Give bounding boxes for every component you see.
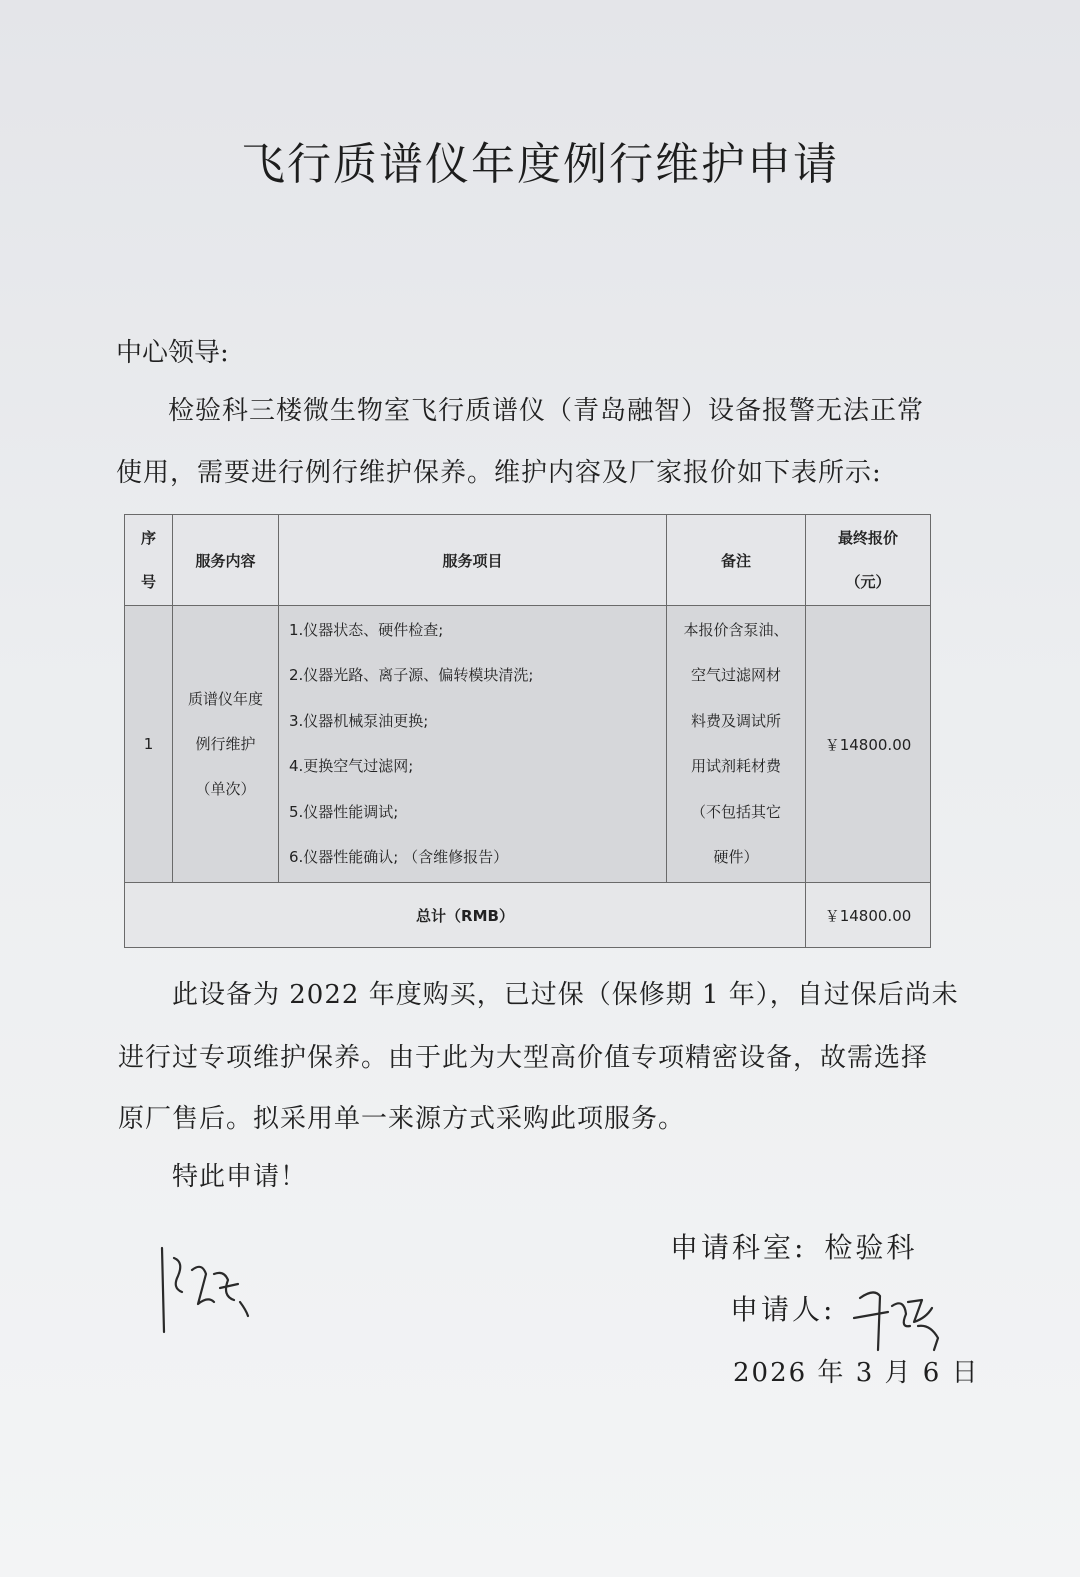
- remark-line: 料费及调试所: [690, 711, 781, 730]
- remark-line: 硬件）: [713, 848, 759, 866]
- intro-line-1: 检验科三楼微生物室飞行质谱仪（青岛融智）设备报警无法正常: [168, 396, 925, 426]
- row-items: [279, 606, 667, 883]
- header-content: 服务内容: [173, 515, 279, 606]
- header-seq: [125, 515, 173, 606]
- closing-line: 特此申请！: [172, 1162, 308, 1192]
- applicant-label: 申请人:: [730, 1293, 836, 1326]
- service-item: 2.仪器光路、离子源、偏转模块清洗;: [289, 666, 534, 684]
- row-price: ￥14800.00: [806, 606, 931, 883]
- intro-line-2: 使用，需要进行例行维护保养。维护内容及厂家报价如下表所示:: [116, 458, 882, 488]
- remark-line: 用试剂耗材费: [690, 757, 781, 775]
- total-row: [125, 883, 931, 948]
- service-item: 1.仪器状态、硬件检查;: [289, 620, 444, 639]
- service-item: 5.仪器性能调试;: [289, 802, 399, 821]
- department-value: 检验科: [824, 1231, 918, 1264]
- service-item: 3.仪器机械泵油更换;: [289, 711, 429, 730]
- salutation: 中心领导:: [116, 338, 229, 368]
- row-content-line: 例行维护: [195, 734, 256, 753]
- quote-table: [124, 514, 931, 948]
- table-row: [125, 606, 931, 883]
- body-line-2: 进行过专项维护保养。由于此为大型高价值专项精密设备，故需选择: [118, 1043, 929, 1073]
- header-seq-line1: 序: [140, 529, 156, 547]
- row-content: [173, 606, 279, 883]
- application-date: 2026 年 3 月 6 日: [733, 1358, 980, 1388]
- remark-line: 本报价含泵油、: [683, 620, 789, 639]
- quote-table-header-row: [125, 515, 931, 606]
- row-content-line: （单次）: [195, 779, 256, 798]
- row-seq: 1: [125, 606, 173, 883]
- document-title: 飞行质谱仪年度例行维护申请: [241, 139, 839, 190]
- department-label: 申请科室:: [670, 1231, 807, 1264]
- service-item: 4.更换空气过滤网;: [289, 757, 414, 775]
- total-value: ￥14800.00: [806, 883, 931, 948]
- header-items: 服务项目: [279, 515, 667, 606]
- remark-line: （不包括其它: [690, 802, 781, 821]
- row-content-line: 质谱仪年度: [187, 689, 263, 708]
- header-price-line2: （元）: [845, 573, 891, 591]
- body-line-1: 此设备为 2022 年度购买，已过保（保修期 1 年），自过保后尚未: [172, 980, 959, 1010]
- row-remark: [667, 606, 806, 883]
- handwritten-signature-left: [148, 1240, 258, 1340]
- total-label: 总计（RMB）: [125, 883, 806, 948]
- remark-line: 空气过滤网材: [690, 666, 781, 684]
- header-seq-line2: 号: [140, 573, 156, 591]
- body-line-3: 原厂售后。拟采用单一来源方式采购此项服务。: [118, 1104, 686, 1134]
- handwritten-signature-applicant: [848, 1278, 948, 1362]
- applicant-department: [670, 1226, 917, 1266]
- header-remark: 备注: [667, 515, 806, 606]
- header-price-line1: 最终报价: [837, 529, 898, 547]
- service-item: 6.仪器性能确认; （含维修报告）: [289, 848, 509, 866]
- header-price: [806, 515, 931, 606]
